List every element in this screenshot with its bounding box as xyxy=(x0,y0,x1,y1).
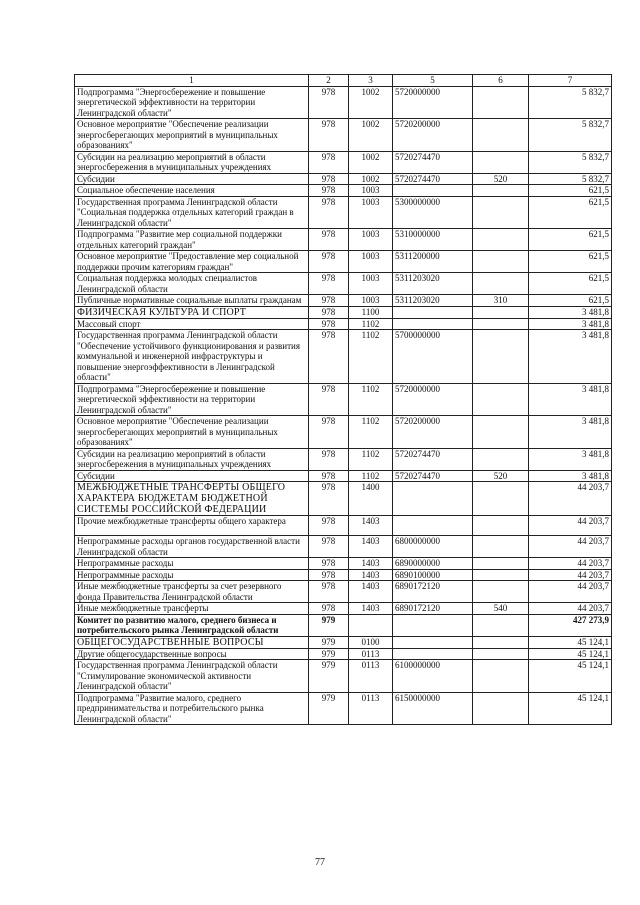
row-sum: 427 273,9 xyxy=(529,614,612,636)
row-name: Непрограммные расходы xyxy=(75,558,309,570)
column-header: 6 xyxy=(473,75,529,87)
row-csr: 5311203020 xyxy=(393,273,473,295)
row-sum: 5 832,7 xyxy=(529,119,612,152)
column-header: 7 xyxy=(529,75,612,87)
row-sum: 45 124,1 xyxy=(529,636,612,648)
row-vr xyxy=(473,516,529,536)
row-rzpr: 1403 xyxy=(349,516,393,536)
budget-table xyxy=(74,74,612,725)
row-csr: 5720274470 xyxy=(393,173,473,185)
table-row xyxy=(75,470,612,482)
row-sum: 44 203,7 xyxy=(529,603,612,615)
table-row xyxy=(75,482,612,516)
row-sum: 5 832,7 xyxy=(529,86,612,119)
row-name: Подпрограмма "Развитие мер социальной поддержки отдельных категорий граждан" xyxy=(75,229,309,251)
table-row xyxy=(75,603,612,615)
row-sum: 621,5 xyxy=(529,251,612,273)
row-name: Другие общегосударственные вопросы xyxy=(75,648,309,660)
table-row xyxy=(75,558,612,570)
row-name: Публичные нормативные социальные выплаты гражданам xyxy=(75,295,309,307)
row-name: Субсидии на реализацию мероприятий в области энергосбережения в муниципальных учреждениях xyxy=(75,448,309,470)
row-name: Подпрограмма "Энергосбережение и повышение энергетической эффективности на территории Ленинградской области" xyxy=(75,86,309,119)
table-row xyxy=(75,306,612,318)
row-rzpr: 1003 xyxy=(349,273,393,295)
table-row xyxy=(75,196,612,229)
row-grbs: 979 xyxy=(309,614,349,636)
row-name: Непрограммные расходы xyxy=(75,569,309,581)
row-csr: 6890100000 xyxy=(393,569,473,581)
row-rzpr: 1102 xyxy=(349,470,393,482)
row-name: Иные межбюджетные трансферты за счет резервного фонда Правительства Ленинградской области xyxy=(75,581,309,603)
document-page xyxy=(74,74,611,725)
row-grbs: 978 xyxy=(309,516,349,536)
row-grbs: 978 xyxy=(309,603,349,615)
row-grbs: 978 xyxy=(309,273,349,295)
row-rzpr: 1002 xyxy=(349,86,393,119)
row-grbs: 978 xyxy=(309,482,349,516)
table-row xyxy=(75,318,612,330)
row-rzpr: 1403 xyxy=(349,536,393,558)
table-row xyxy=(75,516,612,536)
row-grbs: 978 xyxy=(309,86,349,119)
row-rzpr: 1102 xyxy=(349,448,393,470)
row-vr xyxy=(473,318,529,330)
row-grbs: 978 xyxy=(309,330,349,384)
row-sum: 3 481,8 xyxy=(529,383,612,416)
row-name: Субсидии на реализацию мероприятий в области энергосбережения в муниципальных учреждениях xyxy=(75,151,309,173)
table-row xyxy=(75,229,612,251)
row-grbs: 979 xyxy=(309,660,349,693)
table-row xyxy=(75,185,612,197)
row-rzpr: 0100 xyxy=(349,636,393,648)
row-grbs: 979 xyxy=(309,636,349,648)
row-rzpr: 1403 xyxy=(349,569,393,581)
row-csr: 6800000000 xyxy=(393,536,473,558)
row-sum: 3 481,8 xyxy=(529,306,612,318)
row-grbs: 978 xyxy=(309,569,349,581)
row-grbs: 978 xyxy=(309,251,349,273)
row-sum: 3 481,8 xyxy=(529,416,612,449)
table-row xyxy=(75,416,612,449)
table-row xyxy=(75,151,612,173)
page-number: 77 xyxy=(315,857,325,868)
row-vr xyxy=(473,86,529,119)
row-sum: 44 203,7 xyxy=(529,536,612,558)
row-vr xyxy=(473,416,529,449)
row-name: Социальное обеспечение населения xyxy=(75,185,309,197)
row-vr xyxy=(473,448,529,470)
row-rzpr: 1403 xyxy=(349,581,393,603)
row-sum: 621,5 xyxy=(529,273,612,295)
row-sum: 3 481,8 xyxy=(529,318,612,330)
row-vr xyxy=(473,660,529,693)
row-sum: 621,5 xyxy=(529,295,612,307)
row-vr xyxy=(473,581,529,603)
table-row xyxy=(75,636,612,648)
row-name: Социальная поддержка молодых специалистов Ленинградской области xyxy=(75,273,309,295)
row-sum: 44 203,7 xyxy=(529,581,612,603)
row-sum: 3 481,8 xyxy=(529,448,612,470)
row-sum: 45 124,1 xyxy=(529,648,612,660)
row-name: Государственная программа Ленинградской области "Социальная поддержка отдельных категорий граждан в Ленинградской области" xyxy=(75,196,309,229)
table-row xyxy=(75,569,612,581)
table-row xyxy=(75,330,612,384)
row-csr: 5311203020 xyxy=(393,295,473,307)
row-sum: 45 124,1 xyxy=(529,692,612,725)
row-name: Субсидии xyxy=(75,470,309,482)
row-rzpr xyxy=(349,614,393,636)
table-row xyxy=(75,536,612,558)
row-vr xyxy=(473,648,529,660)
row-rzpr: 1002 xyxy=(349,119,393,152)
row-csr: 6890000000 xyxy=(393,558,473,570)
row-csr: 5720274470 xyxy=(393,151,473,173)
row-grbs: 978 xyxy=(309,448,349,470)
table-row xyxy=(75,648,612,660)
row-vr xyxy=(473,273,529,295)
row-vr xyxy=(473,383,529,416)
row-name: Основное мероприятие "Обеспечение реализации энергосберегающих мероприятий в муниципальных образованиях" xyxy=(75,416,309,449)
row-sum: 621,5 xyxy=(529,185,612,197)
row-name: Подпрограмма "Развитие малого, среднего предпринимательства и потребительского рынка Ленинградской области" xyxy=(75,692,309,725)
row-csr xyxy=(393,318,473,330)
table-row xyxy=(75,119,612,152)
row-grbs: 978 xyxy=(309,229,349,251)
row-sum: 621,5 xyxy=(529,229,612,251)
row-sum: 44 203,7 xyxy=(529,482,612,516)
table-row xyxy=(75,660,612,693)
row-vr xyxy=(473,151,529,173)
row-sum: 44 203,7 xyxy=(529,558,612,570)
row-rzpr: 1003 xyxy=(349,196,393,229)
row-grbs: 978 xyxy=(309,295,349,307)
row-vr: 520 xyxy=(473,470,529,482)
row-csr: 6100000000 xyxy=(393,660,473,693)
row-vr xyxy=(473,536,529,558)
row-vr xyxy=(473,558,529,570)
row-name: Непрограммные расходы органов государственной власти Ленинградской области xyxy=(75,536,309,558)
row-vr xyxy=(473,636,529,648)
row-name: Комитет по развитию малого, среднего бизнеса и потребительского рынка Ленинградской области xyxy=(75,614,309,636)
table-row xyxy=(75,692,612,725)
row-grbs: 978 xyxy=(309,173,349,185)
row-sum: 3 481,8 xyxy=(529,330,612,384)
row-rzpr: 1100 xyxy=(349,306,393,318)
row-vr xyxy=(473,119,529,152)
row-csr xyxy=(393,185,473,197)
row-name: МЕЖБЮДЖЕТНЫЕ ТРАНСФЕРТЫ ОБЩЕГО ХАРАКТЕРА БЮДЖЕТАМ БЮДЖЕТНОЙ СИСТЕМЫ РОССИЙСКОЙ ФЕДЕРАЦИИ xyxy=(75,482,309,516)
row-csr xyxy=(393,648,473,660)
row-name: Подпрограмма "Энергосбережение и повышение энергетической эффективности на территории Ленинградской области" xyxy=(75,383,309,416)
row-csr: 5720274470 xyxy=(393,470,473,482)
row-csr: 5720274470 xyxy=(393,448,473,470)
row-sum: 621,5 xyxy=(529,196,612,229)
row-name: Массовый спорт xyxy=(75,318,309,330)
row-grbs: 978 xyxy=(309,581,349,603)
row-name: Государственная программа Ленинградской области "Обеспечение устойчивого функционирования и развития коммунальной и инженерной инфраструктуры и повышение энергоэффективности в Ленинградской области" xyxy=(75,330,309,384)
row-name: Прочие межбюджетные трансферты общего характера xyxy=(75,516,309,536)
row-rzpr: 1403 xyxy=(349,558,393,570)
row-vr: 310 xyxy=(473,295,529,307)
row-sum: 3 481,8 xyxy=(529,470,612,482)
row-grbs: 979 xyxy=(309,648,349,660)
table-row xyxy=(75,383,612,416)
row-grbs: 978 xyxy=(309,196,349,229)
row-grbs: 978 xyxy=(309,383,349,416)
row-sum: 44 203,7 xyxy=(529,516,612,536)
row-csr xyxy=(393,614,473,636)
row-vr xyxy=(473,251,529,273)
row-csr xyxy=(393,306,473,318)
table-body xyxy=(75,86,612,725)
column-number-row xyxy=(75,75,612,87)
row-rzpr: 0113 xyxy=(349,660,393,693)
row-rzpr: 1102 xyxy=(349,383,393,416)
row-csr: 6890172120 xyxy=(393,603,473,615)
table-row xyxy=(75,448,612,470)
row-vr xyxy=(473,692,529,725)
row-grbs: 978 xyxy=(309,558,349,570)
row-csr: 5720000000 xyxy=(393,86,473,119)
row-grbs: 978 xyxy=(309,470,349,482)
row-sum: 5 832,7 xyxy=(529,151,612,173)
row-vr xyxy=(473,196,529,229)
table-row xyxy=(75,581,612,603)
row-vr xyxy=(473,185,529,197)
column-header: 5 xyxy=(393,75,473,87)
column-header: 1 xyxy=(75,75,309,87)
table-row xyxy=(75,251,612,273)
row-csr: 5300000000 xyxy=(393,196,473,229)
row-sum: 44 203,7 xyxy=(529,569,612,581)
row-name: Государственная программа Ленинградской области "Стимулирование экономической активности Ленинградской области" xyxy=(75,660,309,693)
row-csr: 5700000000 xyxy=(393,330,473,384)
row-name: ФИЗИЧЕСКАЯ КУЛЬТУРА И СПОРТ xyxy=(75,306,309,318)
row-vr xyxy=(473,229,529,251)
row-name: Основное мероприятие "Предоставление мер социальной поддержки прочим категориям граждан" xyxy=(75,251,309,273)
row-sum: 45 124,1 xyxy=(529,660,612,693)
row-grbs: 978 xyxy=(309,119,349,152)
row-vr: 520 xyxy=(473,173,529,185)
row-grbs: 978 xyxy=(309,151,349,173)
row-vr xyxy=(473,614,529,636)
column-header: 2 xyxy=(309,75,349,87)
row-rzpr: 1003 xyxy=(349,185,393,197)
row-rzpr: 0113 xyxy=(349,692,393,725)
row-csr: 5720200000 xyxy=(393,416,473,449)
row-vr xyxy=(473,306,529,318)
row-vr xyxy=(473,330,529,384)
row-name: Субсидии xyxy=(75,173,309,185)
row-csr xyxy=(393,516,473,536)
row-name: Основное мероприятие "Обеспечение реализации энергосберегающих мероприятий в муниципальных образованиях" xyxy=(75,119,309,152)
row-csr xyxy=(393,482,473,516)
row-vr xyxy=(473,482,529,516)
row-rzpr: 1102 xyxy=(349,416,393,449)
row-rzpr: 1003 xyxy=(349,229,393,251)
column-header: 3 xyxy=(349,75,393,87)
row-vr xyxy=(473,569,529,581)
row-grbs: 978 xyxy=(309,416,349,449)
table-row xyxy=(75,86,612,119)
row-name: Иные межбюджетные трансферты xyxy=(75,603,309,615)
table-row xyxy=(75,273,612,295)
row-csr xyxy=(393,636,473,648)
row-rzpr: 1003 xyxy=(349,251,393,273)
row-rzpr: 1403 xyxy=(349,603,393,615)
row-grbs: 978 xyxy=(309,306,349,318)
row-grbs: 978 xyxy=(309,318,349,330)
row-csr: 5311200000 xyxy=(393,251,473,273)
row-rzpr: 1002 xyxy=(349,173,393,185)
row-rzpr: 1003 xyxy=(349,295,393,307)
row-csr: 5720000000 xyxy=(393,383,473,416)
table-row xyxy=(75,173,612,185)
row-sum: 5 832,7 xyxy=(529,173,612,185)
row-rzpr: 1400 xyxy=(349,482,393,516)
row-grbs: 978 xyxy=(309,536,349,558)
row-grbs: 978 xyxy=(309,185,349,197)
row-grbs: 979 xyxy=(309,692,349,725)
row-rzpr: 1102 xyxy=(349,318,393,330)
row-name: ОБЩЕГОСУДАРСТВЕННЫЕ ВОПРОСЫ xyxy=(75,636,309,648)
row-csr: 6890172120 xyxy=(393,581,473,603)
row-csr: 6150000000 xyxy=(393,692,473,725)
row-vr: 540 xyxy=(473,603,529,615)
table-row xyxy=(75,295,612,307)
row-csr: 5310000000 xyxy=(393,229,473,251)
table-row xyxy=(75,614,612,636)
row-rzpr: 0113 xyxy=(349,648,393,660)
row-csr: 5720200000 xyxy=(393,119,473,152)
row-rzpr: 1102 xyxy=(349,330,393,384)
row-rzpr: 1002 xyxy=(349,151,393,173)
